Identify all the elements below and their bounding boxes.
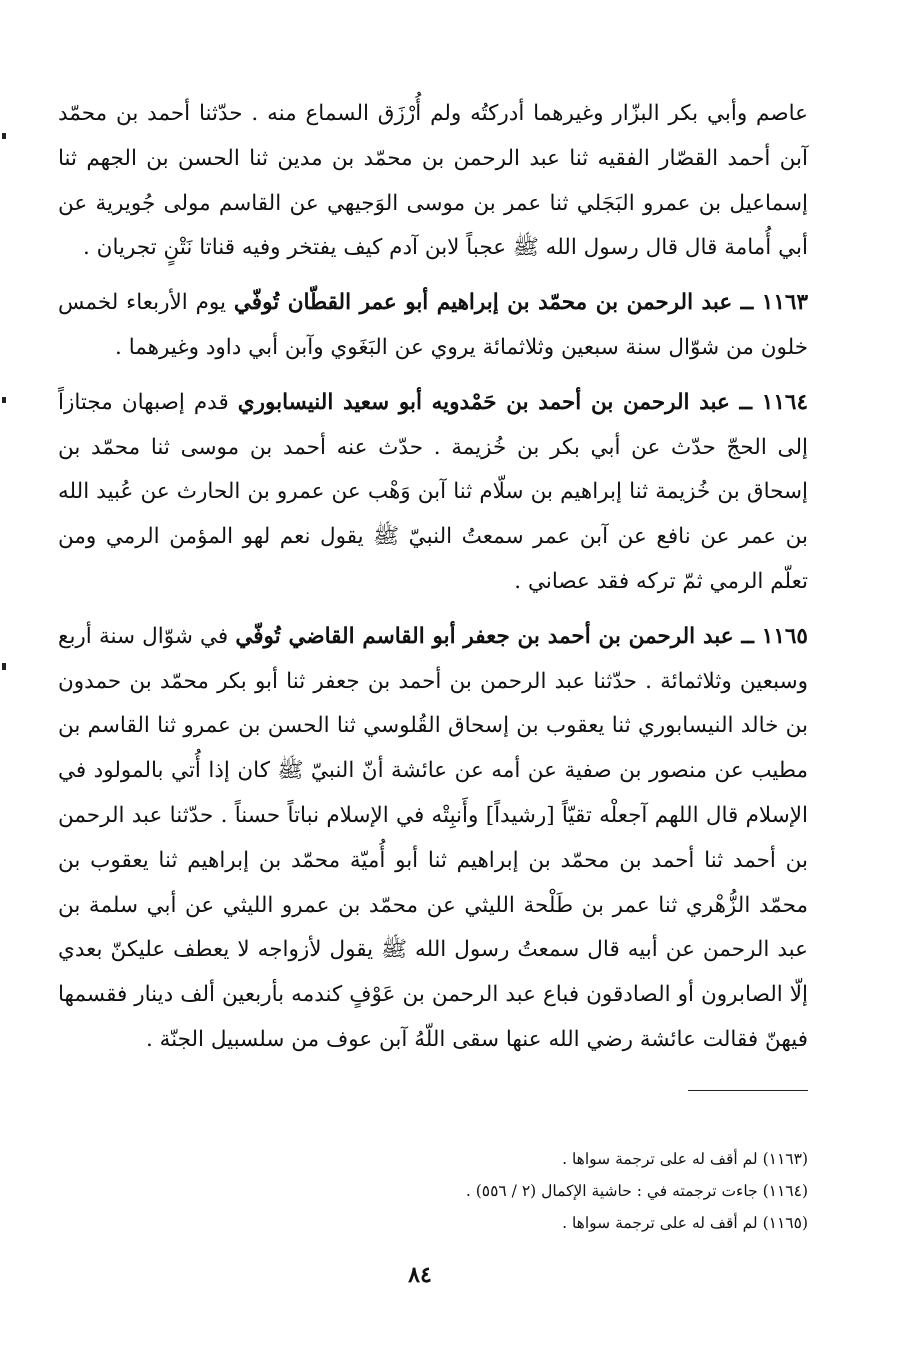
entry-1163 — [58, 281, 808, 371]
page-body — [58, 92, 808, 1063]
entry-text: قدم إصبهان مجتازاً إلى الحجّ حدّث عن أبي بكر بن خُزيمة . حدّث عنه أحمد بن موسى ثنا محمّد بن إسحاق بن خُزيمة ثنا إبراهيم بن سلّام ثنا آبن وَهْب عن عمرو بن الحارث عن عُبيد الله بن عمر عن نافع عن آبن عمر سمعتُ النبيّ ﷺ يقول نعم لهو المؤمن الرمي ومن تعلّم الرمي ثمّ تركه فقد عصاني . — [58, 389, 808, 594]
page-number: ٨٤ — [408, 1262, 432, 1288]
scan-edge-mark — [2, 133, 6, 139]
paragraph-text: عاصم وأبي بكر البزّار وغيرهما أدركتُه ولم أُرْزَق السماع منه . حدّثنا أحمد بن محمّد آبن أحمد القصّار الفقيه ثنا عبد الرحمن بن محمّد بن مدين ثنا الحسن بن الجهم ثنا إسماعيل بن عمرو البَجَلي ثنا عمر بن موسى الوَجيهي عن القاسم مولى جُويرية عن أبي أُمامة قال قال رسول الله ﷺ عجباً لابن آدم كيف يفتخر وفيه قناتا نَتْنٍ تجريان . — [58, 101, 809, 261]
footnote-1163: (١١٦٣) لم أقف له على ترجمة سواها . — [562, 1150, 808, 1168]
footnote-1165: (١١٦٥) لم أقف له على ترجمة سواها . — [562, 1214, 808, 1232]
entry-heading: ١١٦٤ ــ عبد الرحمن بن أحمد بن حَمْدويه أبو سعيد النيسابوري — [237, 389, 808, 415]
entry-1165 — [58, 615, 808, 1063]
footnote-separator — [688, 1090, 808, 1091]
footnote-1164: (١١٦٤) جاءت ترجمته في : حاشية الإكمال (٢ / ٥٥٦) . — [465, 1182, 808, 1200]
scan-edge-mark — [2, 663, 6, 670]
entry-text: يوم الأربعاء لخمس خلون من شوّال سنة سبعين وثلاثمائة يروي عن البَغَوي وآبن أبي داود وغيرهما . — [58, 290, 808, 360]
entry-1164 — [58, 381, 808, 605]
entry-text: في شوّال سنة أربع وسبعين وثلاثمائة . حدّثنا عبد الرحمن بن أحمد بن جعفر ثنا أبو بكر محمّد بن حمدون بن خالد النيسابوري ثنا يعقوب بن إسحاق القُلوسي ثنا الحسن بن عمرو ثنا القاسم بن مطيب عن منصور بن صفية عن أمه عن عائشة أنّ النبيّ ﷺ كان إذا أُتي بالمولود في الإسلام قال اللهم آجعلْه تقيّاً [رشيداً] وأَنبِتْه في الإسلام نباتاً حسناً . حدّثنا عبد الرحمن بن أحمد ثنا أحمد بن محمّد بن إبراهيم ثنا أبو أُميّة محمّد بن إبراهيم ثنا يعقوب بن محمّد الزُّهْري ثنا عمر بن طَلْحة الليثي عن محمّد بن عمرو الليثي عن أبي سلمة بن عبد الرحمن عن أبيه قال سمعتُ رسول الله ﷺ يقول لأزواجه لا يعطف عليكنّ بعدي إلّا الصابرون أو الصادقون فباع عبد الرحمن بن عَوْفٍ كندمه بأربعين ألف دينار فقسمها فيهنّ فقالت عائشة رضي الله عنها سقى اللّهُ آبن عوف من سلسبيل الجنّة . — [58, 623, 809, 1052]
footnotes — [58, 1143, 808, 1239]
scan-edge-mark — [2, 397, 6, 403]
paragraph-continuation — [58, 92, 808, 271]
entry-heading: ١١٦٥ ــ عبد الرحمن بن أحمد بن جعفر أبو القاسم القاضي تُوفّي — [235, 623, 808, 649]
entry-heading: ١١٦٣ ــ عبد الرحمن بن محمّد بن إبراهيم أبو عمر القطّان تُوفّي — [233, 290, 808, 316]
